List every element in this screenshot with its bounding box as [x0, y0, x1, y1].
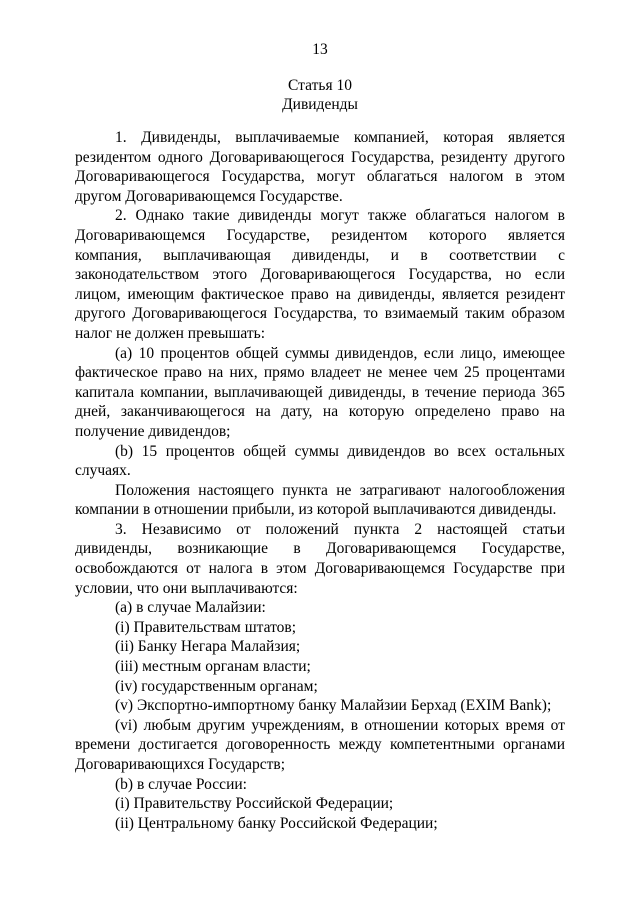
paragraph-2: 2. Однако такие дивиденды могут также облагаться налогом в Договаривающемся Государстве, резидентом которого является компания, выплачивающая дивиденды, и в соответствии с законодательством этого Договаривающегося Государства, но если лицом, имеющим фактическое право на дивиденды, является резидент другого Договаривающегося Государства, то взимаемый таким образом налог не должен превышать:: [75, 207, 565, 342]
list-item-malaysia-iii: (iii) местным органам власти;: [115, 658, 311, 676]
subparagraph-2a: (a) 10 процентов общей суммы дивидендов, если лицо, имеющее фактическое право на них, прямо владеет не менее чем 25 процентами капитала компании, выплачивающей дивиденды, в течение периода 365 дней, заканчивающегося на дату, на которую определено право на получение дивидендов;: [75, 344, 565, 440]
article-title: [0, 76, 640, 114]
article-heading: Статья 10: [288, 77, 352, 94]
list-item-malaysia-iv: (iv) государственным органам;: [115, 677, 318, 695]
paragraph-3: 3. Независимо от положений пункта 2 настоящей статьи дивиденды, возникающие в Договаривающемся Государстве, освобождаются от налога в этом Договаривающемся Государстве при условии, что они выплачиваются:: [75, 520, 565, 597]
list-item-malaysia-v: (v) Экспортно-импортному банку Малайзии Берхад (EXIM Bank);: [115, 697, 552, 715]
paragraph-2-provision: Положения настоящего пункта не затрагивают налогообложения компании в отношении прибыли, из которой выплачиваются дивиденды.: [75, 481, 565, 519]
list-item-malaysia-ii: (ii) Банку Негара Малайзия;: [115, 638, 301, 656]
article-body: [75, 128, 565, 833]
article-subheading: Дивиденды: [282, 96, 358, 113]
paragraph-1: 1. Дивиденды, выплачиваемые компанией, которая является резидентом одного Договаривающегося Государства, резиденту другого Договаривающегося Государства, могут облагаться налогом в этом другом Договаривающемся Государстве.: [75, 129, 565, 205]
list-item-russia-i: (i) Правительству Российской Федерации;: [115, 795, 394, 813]
list-russia: (b) в случае России:: [115, 775, 247, 793]
list-item-russia-ii: (ii) Центральному банку Российской Федерации;: [115, 814, 438, 832]
list-item-malaysia-i: (i) Правительствам штатов;: [115, 618, 297, 636]
list-item-malaysia-vi: (vi) любым другим учреждениям, в отношении которых время от времени достигается договоренность между компетентными органами Договаривающихся Государств;: [75, 716, 565, 773]
subparagraph-2b: (b) 15 процентов общей суммы дивидендов во всех остальных случаях.: [75, 442, 565, 480]
page-number: 13: [312, 41, 328, 58]
list-malaysia: (a) в случае Малайзии:: [115, 599, 266, 617]
